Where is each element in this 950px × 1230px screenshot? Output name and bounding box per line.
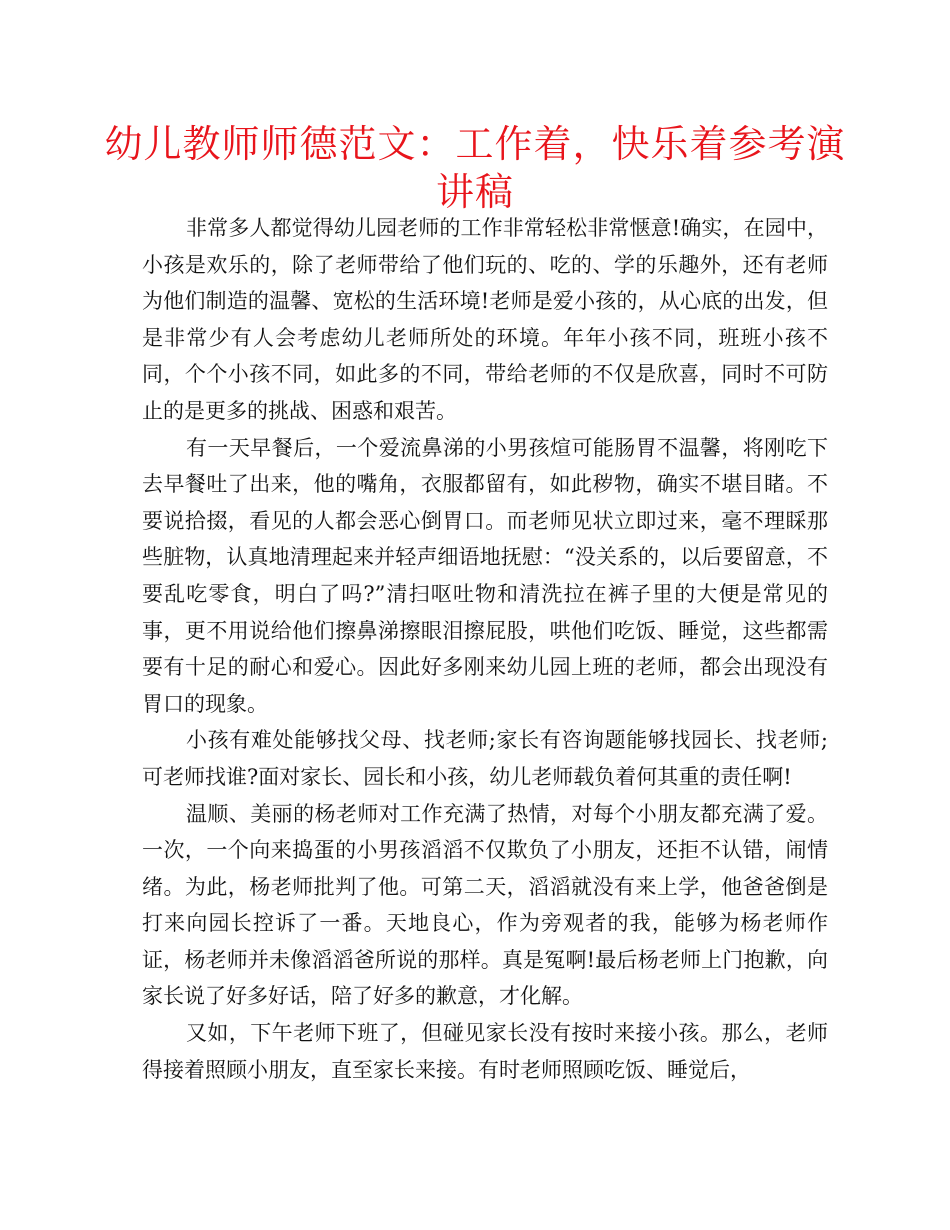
paragraph: 非常多人都觉得幼儿园老师的工作非常轻松非常惬意!确实，在园中，小孩是欢乐的，除了老师带给了他们玩的、吃的、学的乐趣外，还有老师为他们制造的温馨、宽松的生活环境!老师是爱小孩的，从心底的出发，但是非常少有人会考虑幼儿老师所处的环境。年年小孩不同，班班小孩不同，个个小孩不同，如此多的不同，带给老师的不仅是欣喜，同时不可防止的是更多的挑战、困惑和艰苦。: [142, 216, 828, 423]
paragraph: 温顺、美丽的杨老师对工作充满了热情，对每个小朋友都充满了爱。一次，一个向来捣蛋的小男孩滔滔不仅欺负了小朋友，还拒不认错，闹情绪。为此，杨老师批判了他。可第二天，滔滔就没有来上学，他爸爸倒是打来向园长控诉了一番。天地良心，作为旁观者的我，能够为杨老师作证，杨老师并未像滔滔爸所说的那样。真是冤啊!最后杨老师上门抱歉，向家长说了好多好话，陪了好多的歉意，才化解。: [142, 801, 828, 1009]
document-title: 幼儿教师师德范文：工作着，快乐着参考演讲稿: [104, 122, 846, 214]
document-body: [142, 210, 828, 1088]
paragraph: 又如，下午老师下班了，但碰见家长没有按时来接小孩。那么，老师得接着照顾小朋友，直至家长来接。有时老师照顾吃饭、睡觉后，: [142, 1021, 828, 1082]
paragraph: 小孩有难处能够找父母、找老师;家长有咨询题能够找园长、找老师;可老师找谁?面对家长、园长和小孩，幼儿老师载负着何其重的责任啊!: [142, 728, 828, 789]
paragraph: 有一天早餐后，一个爱流鼻涕的小男孩煊可能肠胃不温馨，将刚吃下去早餐吐了出来，他的嘴角，衣服都留有，如此秽物，确实不堪目睹。不要说拾掇，看见的人都会恶心倒胃口。而老师见状立即过来，毫不理睬那些脏物，认真地清理起来并轻声细语地抚慰：“没关系的，以后要留意，不要乱吃零食，明白了吗?”清扫呕吐物和清洗拉在裤子里的大便是常见的事，更不用说给他们擦鼻涕擦眼泪擦屁股，哄他们吃饭、睡觉，这些都需要有十足的耐心和爱心。因此好多刚来幼儿园上班的老师，都会出现没有胃口的现象。: [142, 435, 828, 716]
